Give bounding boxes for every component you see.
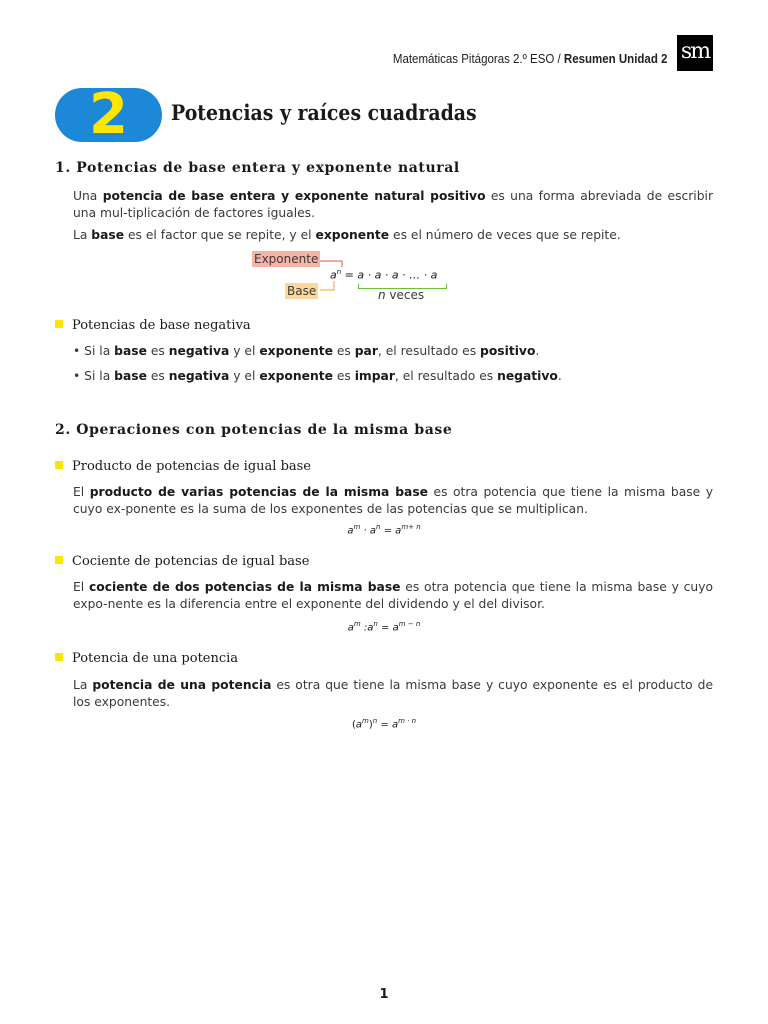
text-run: es: [332, 344, 355, 358]
text-run: es una forma abreviada de escribir una mul-tiplicación de factores iguales.: [73, 189, 713, 220]
text-run: es: [146, 344, 169, 358]
yellow-square-icon: [55, 461, 63, 469]
exponent-label: Exponente: [254, 252, 319, 266]
power-of-power-formula: [0, 717, 768, 730]
text-run-bold: producto de varias potencias de la misma base: [89, 485, 429, 499]
f-a: a: [369, 525, 376, 537]
text-run-bold: par: [354, 344, 378, 358]
f-n: n: [373, 620, 378, 628]
f-m: m: [362, 717, 369, 725]
veces-text: veces: [385, 288, 425, 302]
unit-badge: [55, 82, 162, 147]
text-run: , el resultado es: [377, 344, 481, 358]
text-run: es otra potencia que tiene la misma base y cuyo expo-nente es la diferencia entre el exponente del dividendo y el del divisor.: [73, 580, 713, 611]
text-run: La: [73, 678, 93, 692]
f-n: n: [375, 523, 381, 531]
subheading-text: Potencias de base negativa: [72, 318, 251, 333]
text-run-bold: positivo: [480, 344, 536, 358]
text-run: El: [73, 580, 89, 594]
text-run-bold: base: [91, 228, 125, 242]
f-m: m: [353, 620, 361, 628]
text-run: .: [535, 344, 540, 358]
f-a: a: [391, 719, 399, 731]
eq-base: a: [330, 268, 337, 282]
f-op: :: [360, 622, 368, 634]
f-exp: m − n: [398, 620, 421, 628]
product-formula: [0, 523, 768, 536]
text-run-bold: cociente de dos potencias de la misma base: [88, 580, 401, 594]
section1-paragraph-2: [73, 227, 713, 244]
unit-title: Potencias y raíces cuadradas: [171, 100, 477, 125]
text-run-bold: exponente: [259, 344, 333, 358]
f-n: n: [372, 717, 378, 725]
exponent-connector: [320, 261, 342, 267]
f-paren: (: [351, 719, 356, 731]
text-run: es el número de veces que se repite.: [389, 228, 621, 242]
text-run-bold: base: [114, 369, 147, 383]
text-run: es: [332, 369, 355, 383]
text-run: es otra que tiene la misma base y cuyo exponente es el producto de los exponentes.: [73, 678, 714, 709]
text-run-bold: base: [114, 344, 147, 358]
f-op: ·: [360, 525, 370, 537]
text-run: Una: [73, 189, 103, 203]
f-a: a: [367, 622, 374, 634]
base-label: Base: [287, 284, 317, 298]
section1-paragraph-1: [73, 188, 713, 222]
text-run: • Si la: [73, 369, 115, 383]
power-of-power-heading: [55, 651, 238, 666]
text-run-bold: negativa: [168, 369, 230, 383]
yellow-square-icon: [55, 653, 63, 661]
header-title: Matemáticas Pitágoras 2.º ESO /: [392, 52, 561, 66]
quotient-formula: [0, 620, 768, 633]
yellow-square-icon: [55, 556, 63, 564]
f-eq: =: [377, 719, 392, 731]
text-run-bold: exponente: [259, 369, 333, 383]
text-run: y el: [229, 369, 260, 383]
f-paren: ): [368, 719, 373, 731]
eq-exponent: n: [336, 268, 342, 276]
unit-number: 2: [89, 82, 128, 147]
page-number: 1: [379, 987, 389, 1002]
subheading-text: Potencia de una potencia: [72, 651, 239, 666]
text-run-bold: negativo: [497, 369, 558, 383]
text-run: La: [73, 228, 92, 242]
f-eq: =: [380, 525, 396, 537]
section1-heading: 1. Potencias de base entera y exponente natural: [55, 160, 460, 176]
f-eq: =: [377, 622, 393, 634]
header-title-bold: Resumen Unidad 2: [563, 52, 667, 66]
quotient-paragraph: [73, 579, 713, 613]
text-run: y el: [229, 344, 260, 358]
subheading-text: Cociente de potencias de igual base: [72, 554, 310, 569]
power-definition-equation: [330, 268, 437, 282]
sm-logo-icon: sm: [677, 35, 713, 71]
text-run: • Si la: [73, 344, 115, 358]
negative-base-bullet-even: [73, 344, 539, 358]
text-run-bold: exponente: [315, 228, 390, 242]
quotient-heading: [55, 554, 309, 569]
n-var: n: [378, 288, 386, 302]
power-of-power-paragraph: [73, 677, 713, 711]
f-m: m: [353, 523, 361, 531]
f-a: a: [347, 622, 354, 634]
product-heading: [55, 459, 311, 474]
f-exp: m+ n: [401, 523, 421, 531]
f-a: a: [355, 719, 363, 731]
text-run: es el factor que se repite, y el: [124, 228, 316, 242]
f-a: a: [392, 622, 399, 634]
text-run-bold: potencia de base entera y exponente natural positivo: [102, 189, 486, 203]
negative-base-heading: [55, 318, 251, 333]
f-a: a: [347, 525, 354, 537]
eq-rhs: = a · a · a · … · a: [341, 268, 438, 282]
text-run: .: [557, 369, 562, 383]
n-times-label: [378, 288, 424, 302]
section2-heading: 2. Operaciones con potencias de la misma base: [55, 422, 453, 438]
text-run: es otra potencia que tiene la misma base y cuyo ex-ponente es la suma de los exponentes de las potencias que se multiplican.: [73, 485, 713, 516]
base-connector: [320, 281, 334, 290]
negative-base-bullet-odd: [73, 369, 562, 383]
text-run: , el resultado es: [394, 369, 498, 383]
yellow-square-icon: [55, 320, 63, 328]
text-run-bold: impar: [354, 369, 395, 383]
f-exp: m · n: [398, 717, 417, 725]
product-paragraph: [73, 484, 713, 518]
f-a: a: [395, 525, 402, 537]
text-run-bold: potencia de una potencia: [92, 678, 272, 692]
text-run-bold: negativa: [168, 344, 230, 358]
text-run: El: [73, 485, 90, 499]
subheading-text: Producto de potencias de igual base: [72, 459, 312, 474]
text-run: es: [146, 369, 169, 383]
page-header: [392, 52, 667, 66]
